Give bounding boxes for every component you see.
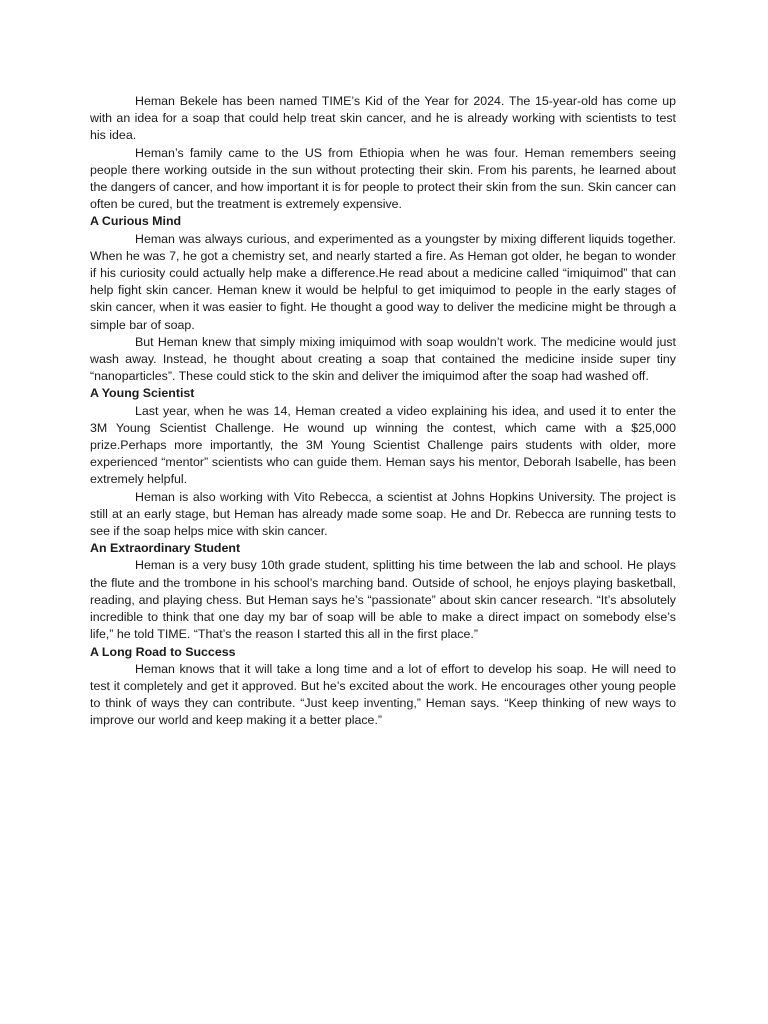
paragraph-future-work: Heman knows that it will take a long time and a lot of effort to develop his soap. He will need to test it completely and get it approved. But he’s excited about the work. He encourages other young people to think of ways they can contribute. “Just keep inventing,” Heman says. “Keep thinking of new ways to improve our world and keep making it a better place.”	[90, 661, 676, 728]
paragraph-nanoparticles: But Heman knew that simply mixing imiquimod with soap wouldn’t work. The medicine would just wash away. Instead, he thought about creating a soap that contained the medicine inside super tiny “nanoparticles”. These could stick to the skin and deliver the imiquimod after the soap had washed off.	[90, 334, 676, 384]
paragraph-kid-of-the-year: Heman Bekele has been named TIME’s Kid of the Year for 2024. The 15-year-old has come up with an idea for a soap that could help treat skin cancer, and he is already working with scientists to test his idea.	[90, 94, 676, 143]
paragraph-busy-student: Heman is a very busy 10th grade student, splitting his time between the lab and school. He plays the flute and the trombone in his school’s marching band. Outside of school, he enjoys playing basketball, reading, and playing chess. But Heman says he’s “passionate” about skin cancer research. “It’s absolutely incredible to think that one day my bar of soap will be able to make a direct impact on somebody else’s life,” he told TIME. “That’s the reason I started this all in the first place.”	[90, 558, 676, 642]
paragraph-challenge: Last year, when he was 14, Heman created a video explaining his idea, and used it to enter the 3M Young Scientist Challenge. He wound up winning the contest, which came with a $25,000 prize.Perhaps more importantly, the 3M Young Scientist Challenge pairs students with older, more experienced “mentor” scientists who can guide them. Heman says his mentor, Deborah Isabelle, has been extremely helpful.	[90, 403, 676, 487]
heading-long-road: A Long Road to Success	[90, 644, 236, 659]
document-page	[90, 93, 676, 730]
heading-curious-mind: A Curious Mind	[90, 214, 182, 229]
heading-extraordinary-student: An Extraordinary Student	[90, 541, 241, 556]
paragraph-research-partner: Heman is also working with Vito Rebecca, a scientist at Johns Hopkins University. The project is still at an early stage, but Heman has already made some soap. He and Dr. Rebecca are running tests to see if the soap helps mice with skin cancer.	[90, 489, 676, 539]
paragraph-family-background: Heman’s family came to the US from Ethiopia when he was four. Heman remembers seeing people there working outside in the sun without protecting their skin. From his parents, he learned about the dangers of cancer, and how important it is for people to protect their skin from the sun. Skin cancer can often be cured, but the treatment is extremely expensive.	[90, 145, 676, 212]
paragraph-curiosity: Heman was always curious, and experimented as a youngster by mixing different liquids together. When he was 7, he got a chemistry set, and nearly started a fire. As Heman got older, he began to wonder if his curiosity could actually help make a difference.He read about a medicine called “imiquimod” that can help fight skin cancer. Heman knew it would be helpful to get imiquimod to people in the early stages of skin cancer, when it was easier to fight. He thought a good way to deliver the medicine might be through a simple bar of soap.	[90, 231, 676, 332]
heading-young-scientist: A Young Scientist	[90, 386, 195, 401]
